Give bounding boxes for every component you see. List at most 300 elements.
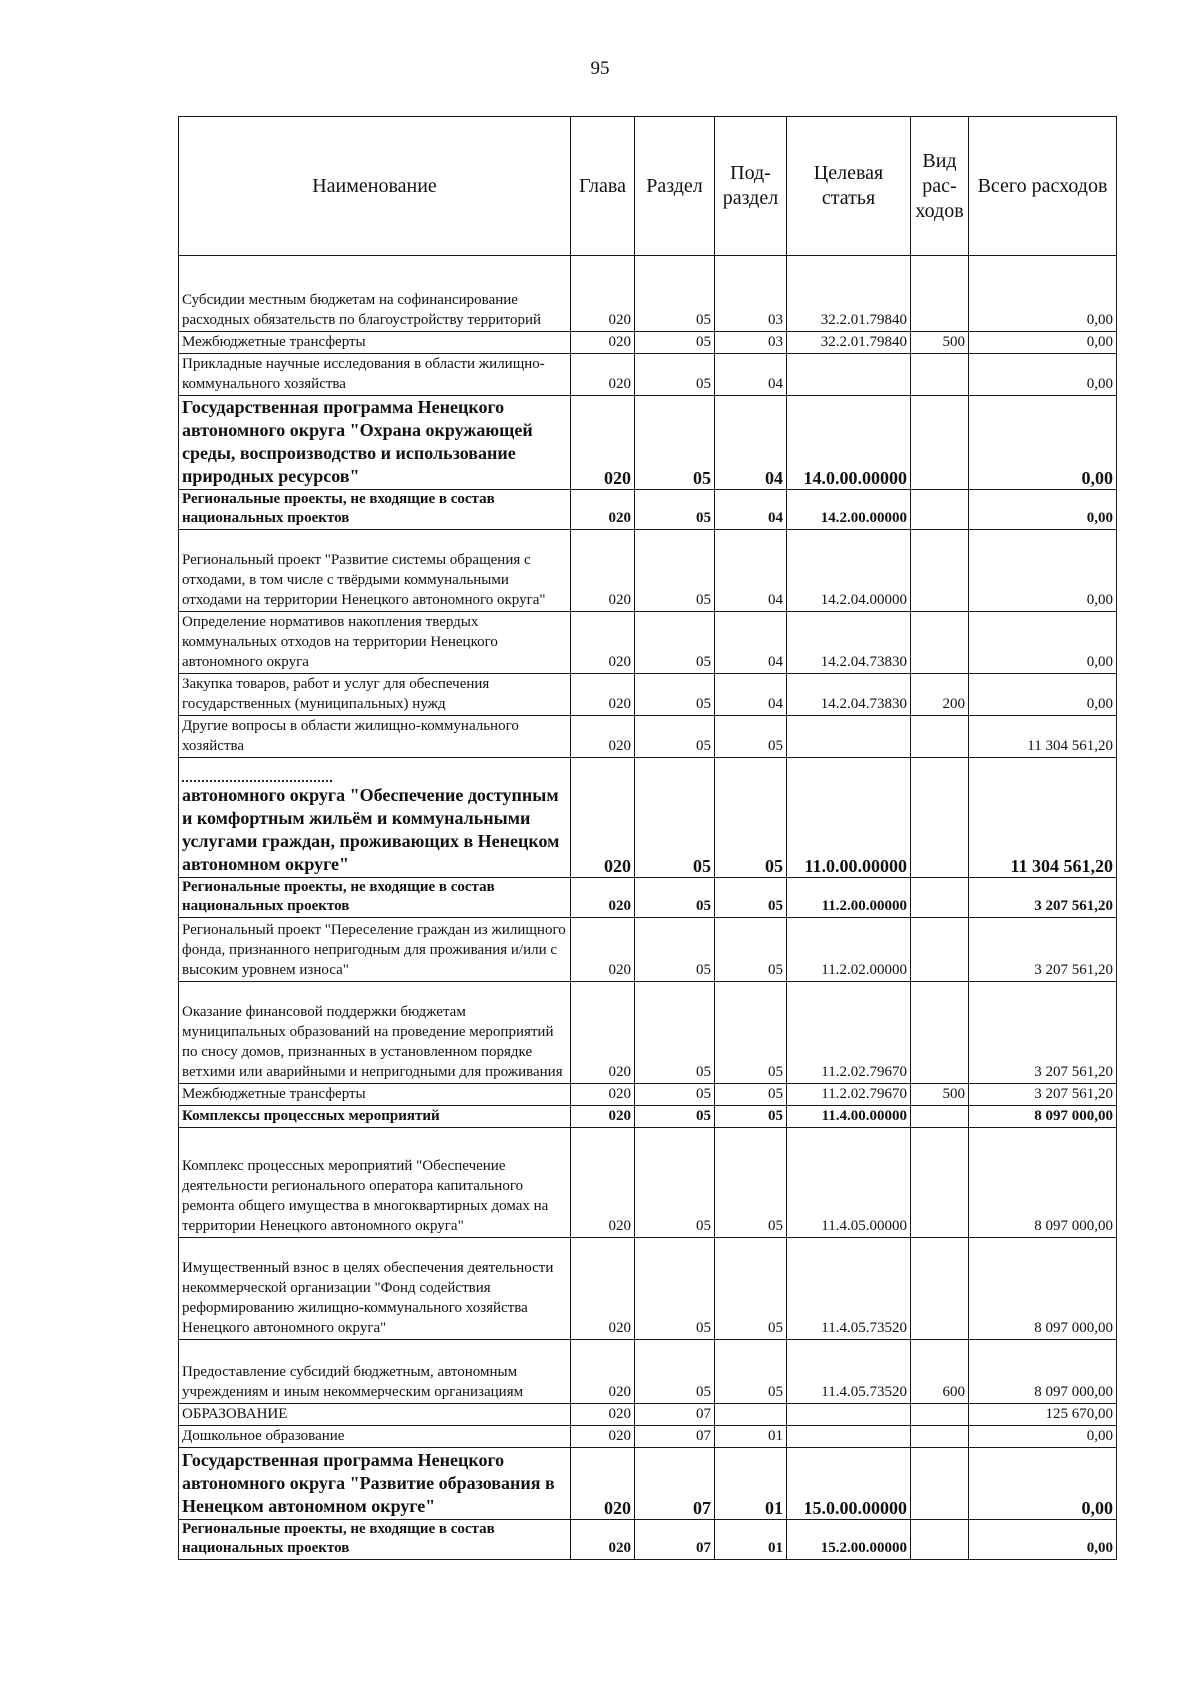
cell-glava (571, 1426, 635, 1448)
cell-name-text: Субсидии местным бюджетам на софинансирование расходных обязательств по благоустройству территорий (182, 292, 542, 328)
cell-total-text: 11 304 561,20 (1010, 856, 1113, 876)
cell-total-text: 8 097 000,00 (1034, 1320, 1113, 1336)
cell-glava-text: 020 (608, 962, 631, 978)
cell-total-text: 8 097 000,00 (1034, 1384, 1113, 1400)
cell-name (179, 982, 571, 1084)
cell-razdel (635, 612, 715, 674)
cell-podrazdel-text: 05 (765, 856, 783, 876)
cell-total-text: 125 670,00 (1045, 1406, 1113, 1422)
cell-glava-text: 020 (608, 1428, 631, 1444)
cell-statya (787, 1520, 911, 1560)
cell-glava (571, 490, 635, 530)
cell-vid (911, 1426, 969, 1448)
cell-razdel-text: 05 (696, 1108, 711, 1124)
cell-name (179, 1106, 571, 1128)
header-vid-line2: рас- (922, 174, 957, 197)
cell-podrazdel-text: 05 (768, 1384, 783, 1400)
cell-razdel (635, 1128, 715, 1238)
cell-razdel-text: 05 (696, 334, 711, 350)
cell-statya (787, 332, 911, 354)
cell-razdel-text: 07 (696, 1406, 711, 1422)
cell-glava-text: 020 (608, 654, 631, 670)
cell-glava-text: 020 (608, 738, 631, 754)
cell-podrazdel-text: 04 (768, 376, 783, 392)
cell-statya-text: 11.4.05.73520 (821, 1320, 907, 1336)
cell-name-text: Определение нормативов накопления твердых коммунальных отходов на территории Ненецкого автономного округа (182, 614, 498, 670)
cell-podrazdel-text: 03 (768, 312, 783, 328)
cell-name-text: Региональные проекты, не входящие в состав национальных проектов (182, 1521, 495, 1556)
cell-total (969, 1520, 1117, 1560)
cell-podrazdel (715, 530, 787, 612)
cell-total (969, 256, 1117, 332)
header-podrazdel (715, 117, 787, 256)
cell-glava (571, 716, 635, 758)
cell-razdel-text: 05 (696, 898, 711, 914)
cell-glava (571, 1106, 635, 1128)
cell-statya-text: 11.4.00.00000 (821, 1108, 907, 1124)
header-razdel: Раздел (635, 117, 715, 256)
cell-name-text: автономного округа "Обеспечение доступным и комфортным жильём и коммунальными услугами граждан, проживающих в Ненецком автономном округе" (182, 785, 560, 874)
cell-statya (787, 1238, 911, 1340)
cell-total (969, 878, 1117, 918)
cell-total (969, 1340, 1117, 1404)
table-body (179, 256, 1117, 1560)
cell-vid-text: 200 (942, 696, 965, 712)
cell-razdel-text: 05 (696, 1218, 711, 1234)
table-row (179, 1404, 1117, 1426)
cell-vid (911, 530, 969, 612)
cell-glava (571, 396, 635, 490)
cell-razdel (635, 256, 715, 332)
cell-total-text: 3 207 561,20 (1034, 962, 1113, 978)
cell-statya (787, 716, 911, 758)
cell-podrazdel (715, 716, 787, 758)
cell-podrazdel (715, 674, 787, 716)
cell-razdel-text: 05 (696, 962, 711, 978)
cell-glava (571, 256, 635, 332)
cell-name (179, 490, 571, 530)
cell-statya-text: 14.0.00.00000 (803, 468, 907, 488)
cell-podrazdel (715, 1084, 787, 1106)
table-row (179, 332, 1117, 354)
cell-glava-text: 020 (608, 1540, 631, 1556)
cell-razdel-text: 05 (696, 312, 711, 328)
table-row (179, 878, 1117, 918)
cell-statya-text: 11.4.05.00000 (821, 1218, 907, 1234)
cell-podrazdel-text: 05 (768, 1064, 783, 1080)
cell-total (969, 612, 1117, 674)
cell-total (969, 490, 1117, 530)
cell-glava (571, 1238, 635, 1340)
cell-razdel (635, 1404, 715, 1426)
table-row (179, 1520, 1117, 1560)
cell-vid (911, 1448, 969, 1520)
cell-total (969, 530, 1117, 612)
cell-podrazdel (715, 612, 787, 674)
cell-glava (571, 1084, 635, 1106)
cell-statya-text: 14.2.04.73830 (820, 654, 907, 670)
cell-total-text: 3 207 561,20 (1034, 898, 1113, 914)
cell-vid (911, 332, 969, 354)
cell-podrazdel-text: 04 (765, 468, 783, 488)
cell-name-text: Региональный проект "Переселение граждан из жилищного фонда, признанного непригодным для проживания и/или с высоким уровнем износа" (182, 922, 566, 978)
cell-vid (911, 878, 969, 918)
cell-glava-text: 020 (608, 1086, 631, 1102)
cell-total-text: 0,00 (1086, 510, 1113, 526)
cell-podrazdel (715, 878, 787, 918)
cell-razdel-text: 05 (696, 1384, 711, 1400)
cell-statya-text: 14.2.04.73830 (820, 696, 907, 712)
cell-razdel-text: 05 (696, 654, 711, 670)
table-row (179, 1340, 1117, 1404)
cell-statya (787, 758, 911, 878)
cell-glava (571, 332, 635, 354)
cell-razdel-text: 07 (696, 1540, 711, 1556)
table-row (179, 1238, 1117, 1340)
table-row (179, 918, 1117, 982)
cell-total-text: 0,00 (1081, 1498, 1113, 1518)
cell-name-text: Региональные проекты, не входящие в состав национальных проектов (182, 491, 495, 526)
cell-total-text: 0,00 (1081, 468, 1113, 488)
cell-name (179, 530, 571, 612)
table-row (179, 1128, 1117, 1238)
cell-vid (911, 354, 969, 396)
cell-glava (571, 982, 635, 1084)
cell-statya (787, 612, 911, 674)
cell-razdel (635, 1106, 715, 1128)
cell-podrazdel (715, 1426, 787, 1448)
cell-total-text: 0,00 (1086, 376, 1113, 392)
header-vid-line1: Вид (922, 149, 957, 172)
cell-vid-text: 600 (942, 1384, 965, 1400)
cell-podrazdel-text: 04 (768, 654, 783, 670)
cell-name (179, 1448, 571, 1520)
cell-razdel (635, 1084, 715, 1106)
cell-vid (911, 1340, 969, 1404)
cell-podrazdel-text: 04 (768, 592, 783, 608)
cell-razdel-text: 05 (696, 1320, 711, 1336)
cell-glava (571, 1520, 635, 1560)
cell-statya-text: 14.2.04.00000 (820, 592, 907, 608)
cell-glava-text: 020 (604, 1498, 631, 1518)
cell-glava-text: 020 (608, 1320, 631, 1336)
cell-razdel-text: 05 (693, 468, 711, 488)
cell-podrazdel-text: 05 (768, 898, 783, 914)
cell-total-text: 11 304 561,20 (1027, 738, 1113, 754)
cell-glava-text: 020 (608, 1384, 631, 1400)
cell-glava-text: 020 (608, 510, 631, 526)
cell-razdel-text: 07 (693, 1498, 711, 1518)
header-statya (787, 117, 911, 256)
cell-name-text: Государственная программа Ненецкого автономного округа "Развитие образования в Ненецком автономном округе" (182, 1450, 555, 1516)
cell-total-text: 0,00 (1086, 696, 1113, 712)
cell-vid (911, 674, 969, 716)
cell-total-text: 8 097 000,00 (1034, 1108, 1113, 1124)
cell-razdel (635, 1238, 715, 1340)
cell-total (969, 1448, 1117, 1520)
table-row (179, 354, 1117, 396)
cell-name (179, 612, 571, 674)
header-glava: Глава (571, 117, 635, 256)
cell-razdel (635, 1520, 715, 1560)
cell-glava-text: 020 (604, 856, 631, 876)
cell-razdel (635, 716, 715, 758)
cell-glava-text: 020 (608, 1218, 631, 1234)
cell-razdel-text: 05 (696, 510, 711, 526)
cell-statya-text: 11.2.02.00000 (821, 962, 907, 978)
cell-total (969, 674, 1117, 716)
cell-podrazdel (715, 396, 787, 490)
cell-vid-text: 500 (942, 1086, 965, 1102)
cell-total-text: 0,00 (1086, 334, 1113, 350)
cell-podrazdel (715, 1520, 787, 1560)
cell-total (969, 716, 1117, 758)
cell-name (179, 716, 571, 758)
table-row (179, 674, 1117, 716)
table-row (179, 716, 1117, 758)
cell-total (969, 354, 1117, 396)
cell-razdel (635, 490, 715, 530)
header-vid-line3: ходов (915, 199, 964, 222)
cell-statya-text: 32.2.01.79840 (820, 312, 907, 328)
cell-name-text: Региональный проект "Развитие системы обращения с отходами, в том числе с твёрдыми коммунальными отходами на территории Ненецкого автономного округа" (182, 552, 546, 608)
cell-glava (571, 1340, 635, 1404)
header-statya-line1: Целевая (813, 162, 884, 184)
cell-vid (911, 490, 969, 530)
cell-vid (911, 1520, 969, 1560)
cell-name (179, 1520, 571, 1560)
cell-name (179, 256, 571, 332)
cell-total (969, 918, 1117, 982)
cell-name-text: Имущественный взнос в целях обеспечения деятельности некоммерческой организации "Фонд содействия реформированию жилищно-коммунального хозяйства Ненецкого автономного округа" (182, 1260, 554, 1336)
cell-statya (787, 490, 911, 530)
cell-podrazdel (715, 1448, 787, 1520)
cell-total (969, 1084, 1117, 1106)
truncated-text-line (182, 774, 332, 782)
cell-total-text: 8 097 000,00 (1034, 1218, 1113, 1234)
cell-total (969, 332, 1117, 354)
cell-name (179, 1238, 571, 1340)
cell-podrazdel-text: 01 (765, 1498, 783, 1518)
cell-glava (571, 612, 635, 674)
cell-name-text: Комплексы процессных мероприятий (182, 1108, 440, 1124)
cell-glava (571, 674, 635, 716)
cell-statya (787, 1404, 911, 1426)
table-row (179, 758, 1117, 878)
cell-razdel-text: 05 (696, 696, 711, 712)
cell-razdel-text: 05 (696, 592, 711, 608)
cell-vid-text: 500 (942, 334, 965, 350)
cell-podrazdel (715, 490, 787, 530)
cell-statya-text: 15.0.00.00000 (803, 1498, 907, 1518)
cell-razdel (635, 1426, 715, 1448)
cell-name (179, 878, 571, 918)
cell-name (179, 332, 571, 354)
table-row (179, 256, 1117, 332)
cell-podrazdel-text: 05 (768, 962, 783, 978)
cell-podrazdel (715, 1404, 787, 1426)
cell-statya-text: 15.2.00.00000 (820, 1540, 907, 1556)
cell-name-text: Закупка товаров, работ и услуг для обеспечения государственных (муниципальных) нужд (182, 676, 490, 712)
cell-glava (571, 354, 635, 396)
cell-vid (911, 1106, 969, 1128)
cell-glava-text: 020 (608, 334, 631, 350)
cell-podrazdel (715, 256, 787, 332)
cell-vid (911, 256, 969, 332)
cell-total-text: 3 207 561,20 (1034, 1086, 1113, 1102)
cell-statya-text: 14.2.00.00000 (820, 510, 907, 526)
cell-total (969, 982, 1117, 1084)
cell-name (179, 918, 571, 982)
cell-total (969, 396, 1117, 490)
cell-razdel-text: 07 (696, 1428, 711, 1444)
cell-statya-text: 11.4.05.73520 (821, 1384, 907, 1400)
cell-name (179, 1404, 571, 1426)
budget-table (178, 116, 1117, 1560)
cell-vid (911, 918, 969, 982)
cell-glava (571, 530, 635, 612)
cell-vid (911, 982, 969, 1084)
table-row (179, 1106, 1117, 1128)
cell-podrazdel (715, 1128, 787, 1238)
cell-vid (911, 1238, 969, 1340)
cell-razdel (635, 530, 715, 612)
table-row (179, 530, 1117, 612)
cell-glava (571, 758, 635, 878)
cell-podrazdel-text: 04 (768, 510, 783, 526)
cell-statya (787, 256, 911, 332)
table-row (179, 490, 1117, 530)
page-number: 95 (590, 58, 610, 79)
cell-statya (787, 396, 911, 490)
cell-vid (911, 396, 969, 490)
cell-total (969, 1426, 1117, 1448)
cell-statya (787, 918, 911, 982)
cell-name (179, 1340, 571, 1404)
cell-razdel (635, 1448, 715, 1520)
cell-total-text: 0,00 (1086, 654, 1113, 670)
cell-podrazdel-text: 01 (768, 1428, 783, 1444)
cell-statya (787, 1084, 911, 1106)
cell-vid (911, 1404, 969, 1426)
cell-glava (571, 1128, 635, 1238)
cell-podrazdel-text: 04 (768, 696, 783, 712)
cell-razdel (635, 396, 715, 490)
cell-razdel (635, 878, 715, 918)
cell-total-text: 3 207 561,20 (1034, 1064, 1113, 1080)
cell-name-text: Другие вопросы в области жилищно-коммунального хозяйства (182, 718, 519, 754)
cell-glava (571, 1404, 635, 1426)
cell-total-text: 0,00 (1086, 1428, 1113, 1444)
cell-glava-text: 020 (608, 376, 631, 392)
cell-podrazdel (715, 918, 787, 982)
cell-razdel (635, 354, 715, 396)
cell-name-text: Межбюджетные трансферты (182, 1086, 366, 1102)
cell-glava-text: 020 (608, 1406, 631, 1422)
cell-podrazdel-text: 05 (768, 1086, 783, 1102)
cell-statya (787, 1426, 911, 1448)
cell-total (969, 1238, 1117, 1340)
cell-name-text: Дошкольное образование (182, 1428, 345, 1444)
cell-razdel (635, 918, 715, 982)
cell-name (179, 1128, 571, 1238)
header-statya-line2: статья (821, 187, 876, 209)
cell-name (179, 1426, 571, 1448)
table-row (179, 612, 1117, 674)
cell-podrazdel-text: 03 (768, 334, 783, 350)
cell-podrazdel (715, 354, 787, 396)
cell-name-text: Предоставление субсидий бюджетным, автономным учреждениям и иным некоммерческим организациям (182, 1364, 524, 1400)
cell-statya (787, 354, 911, 396)
cell-podrazdel-text: 05 (768, 1218, 783, 1234)
cell-total (969, 1128, 1117, 1238)
cell-name (179, 1084, 571, 1106)
cell-razdel-text: 05 (696, 1086, 711, 1102)
cell-total (969, 758, 1117, 878)
cell-podrazdel-text: 01 (768, 1540, 783, 1556)
cell-name (179, 396, 571, 490)
cell-razdel (635, 758, 715, 878)
header-name: Наименование (179, 117, 571, 256)
header-vid (911, 117, 969, 256)
cell-podrazdel (715, 758, 787, 878)
cell-glava-text: 020 (608, 696, 631, 712)
cell-name (179, 674, 571, 716)
cell-total-text: 0,00 (1086, 312, 1113, 328)
cell-statya (787, 530, 911, 612)
cell-statya (787, 1448, 911, 1520)
header-total: Всего расходов (969, 117, 1117, 256)
cell-name-text: ОБРАЗОВАНИЕ (182, 1406, 288, 1422)
header-podrazdel-line2: раздел (722, 187, 779, 209)
cell-podrazdel (715, 982, 787, 1084)
cell-statya-text: 11.0.00.00000 (804, 856, 907, 876)
cell-podrazdel-text: 05 (768, 738, 783, 754)
cell-razdel-text: 05 (696, 1064, 711, 1080)
cell-name (179, 354, 571, 396)
cell-vid (911, 758, 969, 878)
cell-name-text: Прикладные научные исследования в области жилищно-коммунального хозяйства (182, 356, 545, 392)
cell-podrazdel (715, 1340, 787, 1404)
cell-razdel (635, 1340, 715, 1404)
cell-total-text: 0,00 (1086, 592, 1113, 608)
cell-podrazdel (715, 1106, 787, 1128)
cell-statya (787, 1340, 911, 1404)
table-row (179, 396, 1117, 490)
table-row (179, 982, 1117, 1084)
cell-name-text: Межбюджетные трансферты (182, 334, 366, 350)
cell-statya-text: 11.2.02.79670 (821, 1086, 907, 1102)
cell-vid (911, 716, 969, 758)
cell-glava (571, 878, 635, 918)
cell-statya-text: 11.2.02.79670 (821, 1064, 907, 1080)
cell-glava (571, 918, 635, 982)
cell-glava-text: 020 (608, 592, 631, 608)
cell-statya (787, 1106, 911, 1128)
cell-name-text: Государственная программа Ненецкого автономного округа "Охрана окружающей среды, воспроизводство и использование природных ресурсов" (182, 397, 533, 486)
cell-total-text: 0,00 (1086, 1540, 1113, 1556)
cell-razdel (635, 674, 715, 716)
cell-statya (787, 674, 911, 716)
cell-name (179, 758, 571, 878)
cell-podrazdel (715, 1238, 787, 1340)
cell-total (969, 1106, 1117, 1128)
cell-total (969, 1404, 1117, 1426)
table-row (179, 1448, 1117, 1520)
header-row (179, 117, 1117, 256)
cell-statya (787, 1128, 911, 1238)
cell-razdel-text: 05 (696, 738, 711, 754)
